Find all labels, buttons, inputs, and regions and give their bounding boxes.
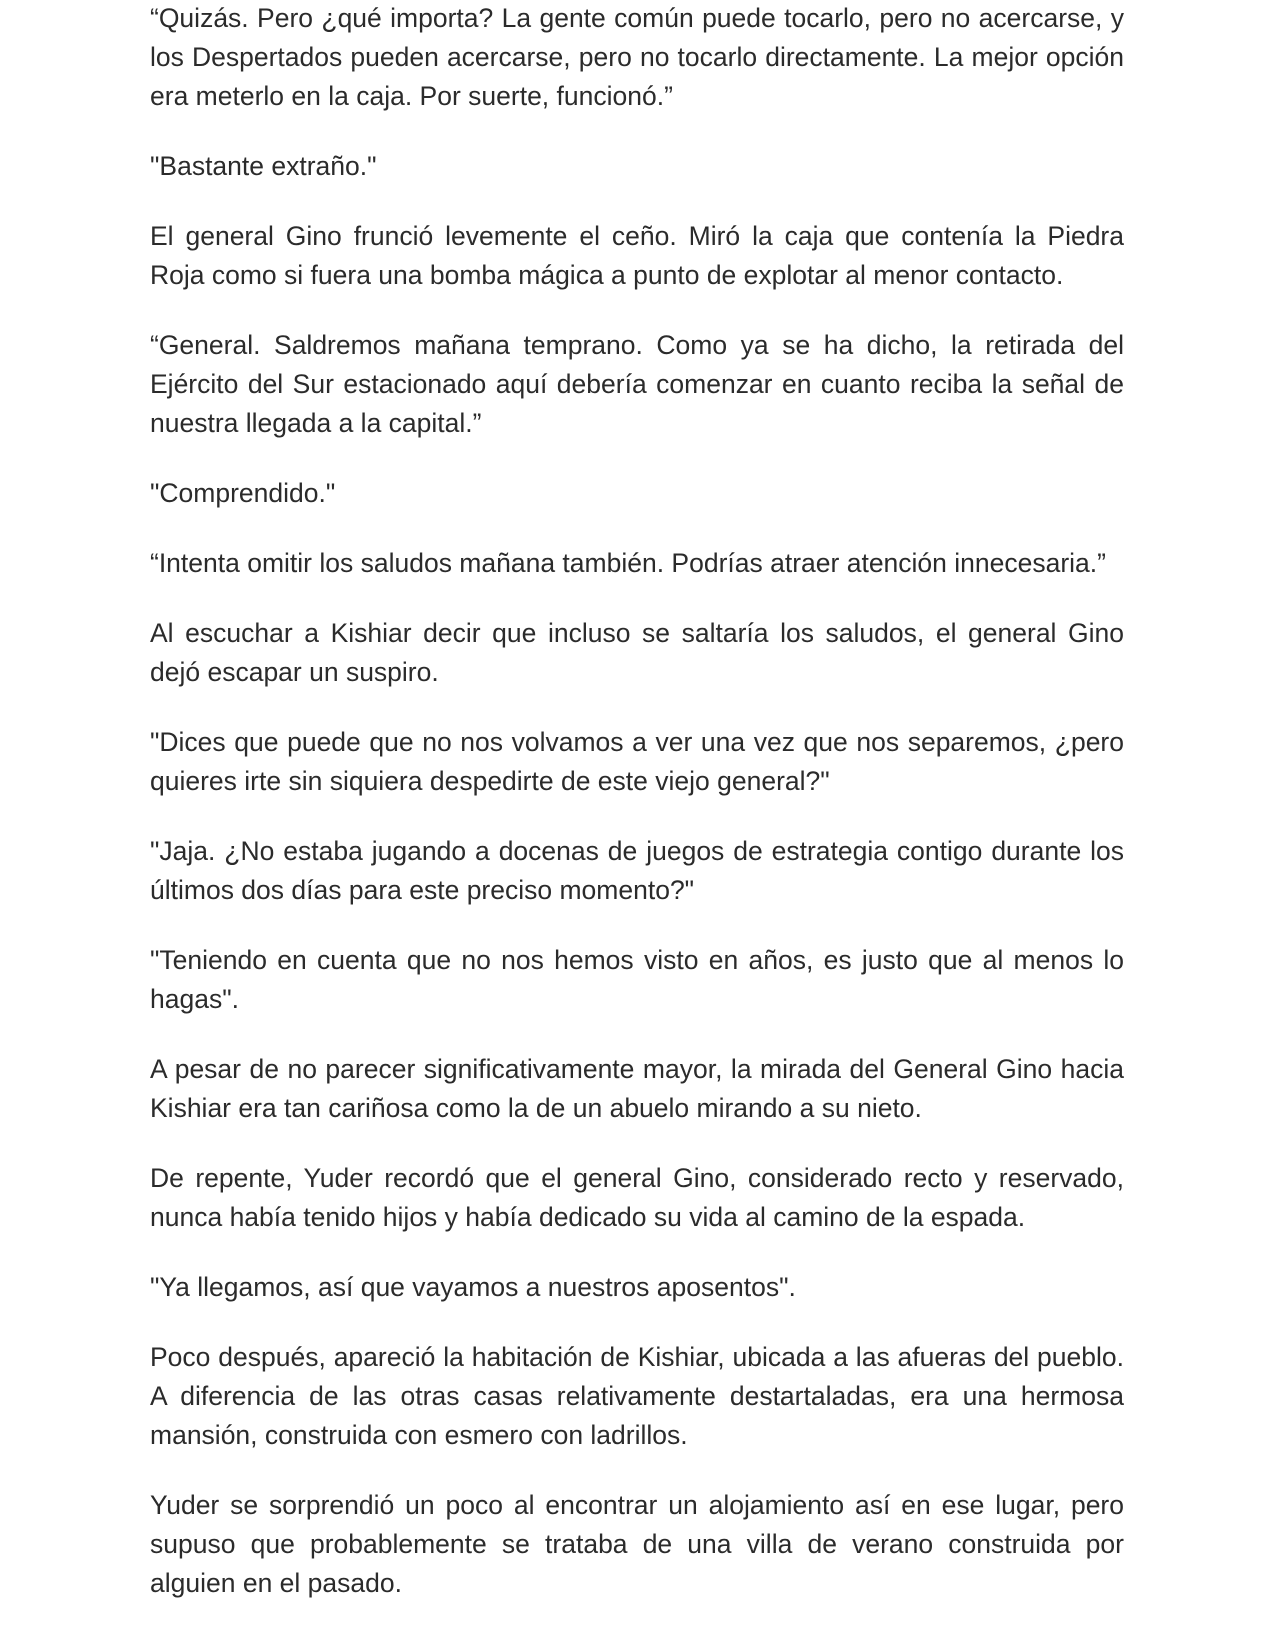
- paragraph-9: "Jaja. ¿No estaba jugando a docenas de juegos de estrategia contigo durante los últimos dos días para este preciso momento?": [150, 836, 1124, 905]
- paragraph-10: "Teniendo en cuenta que no nos hemos visto en años, es justo que al menos lo hagas".: [150, 945, 1124, 1014]
- paragraph-4: “General. Saldremos mañana temprano. Como ya se ha dicho, la retirada del Ejército del Sur estacionado aquí debería comenzar en cuanto reciba la señal de nuestra llegada a la capital.”: [150, 330, 1124, 438]
- document-page: [150, 0, 1124, 1634]
- paragraph-7: Al escuchar a Kishiar decir que incluso se saltaría los saludos, el general Gino dejó escapar un suspiro.: [150, 618, 1124, 687]
- paragraph-6: “Intenta omitir los saludos mañana también. Podrías atraer atención innecesaria.”: [150, 548, 1106, 578]
- paragraph-11: A pesar de no parecer significativamente mayor, la mirada del General Gino hacia Kishiar era tan cariñosa como la de un abuelo mirando a su nieto.: [150, 1054, 1124, 1123]
- paragraph-13: "Ya llegamos, así que vayamos a nuestros aposentos".: [150, 1272, 796, 1302]
- paragraph-15: Yuder se sorprendió un poco al encontrar un alojamiento así en ese lugar, pero supuso que probablemente se trataba de una villa de verano construida por alguien en el pasado.: [150, 1490, 1124, 1598]
- paragraph-14: Poco después, apareció la habitación de Kishiar, ubicada a las afueras del pueblo. A diferencia de las otras casas relativamente destartaladas, era una hermosa mansión, construida con esmero con ladrillos.: [150, 1342, 1124, 1450]
- paragraph-1: “Quizás. Pero ¿qué importa? La gente común puede tocarlo, pero no acercarse, y los Despertados pueden acercarse, pero no tocarlo directamente. La mejor opción era meterlo en la caja. Por suerte, funcionó.”: [150, 3, 1124, 111]
- paragraph-2: "Bastante extraño.": [150, 151, 377, 181]
- paragraph-3: El general Gino frunció levemente el ceño. Miró la caja que contenía la Piedra Roja como si fuera una bomba mágica a punto de explotar al menor contacto.: [150, 221, 1124, 290]
- paragraph-8: "Dices que puede que no nos volvamos a ver una vez que nos separemos, ¿pero quieres irte sin siquiera despedirte de este viejo general?": [150, 727, 1124, 796]
- paragraph-5: "Comprendido.": [150, 478, 336, 508]
- paragraph-12: De repente, Yuder recordó que el general Gino, considerado recto y reservado, nunca había tenido hijos y había dedicado su vida al camino de la espada.: [150, 1163, 1124, 1232]
